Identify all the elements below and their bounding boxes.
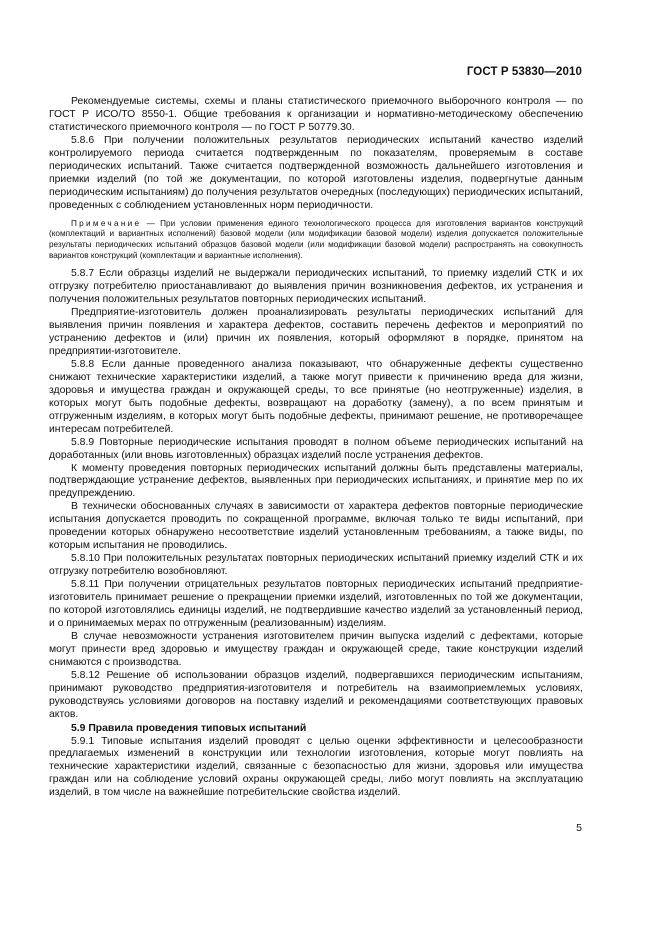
section-heading: 5.9 Правила проведения типовых испытаний — [71, 722, 307, 734]
note-label: Примечание — [71, 218, 142, 228]
paragraph: К моменту проведения повторных периодических испытаний должны быть представлены материалы, подтверждающие устранение дефектов, выявленных при периодических испытаниях, и принятие мер по их предупреждению. — [49, 462, 583, 500]
paragraph-5-8-12: 5.8.12 Решение об использовании образцов изделий, подвергавшихся периодическим испытаниям, принимают руководство предприятия-изготовителя и потребитель на взаимоприемлемых условиях, руководствуясь условиями договоров на поставку изделий и рекомендациями соответствующих правовых актов. — [49, 669, 583, 720]
note — [49, 219, 583, 263]
paragraph: В случае невозможности устранения изготовителем причин выпуска изделий с дефектами, которые могут принести вред здоровью и имуществу граждан и окружающей среде, такие конструкции изделий снимаются с производства. — [49, 630, 583, 668]
paragraph-5-8-10: 5.8.10 При положительных результатах повторных периодических испытаний приемку изделий СТК и их отгрузку потребителю возобновляют. — [49, 553, 583, 578]
paragraph-5-8-8: 5.8.8 Если данные проведенного анализа показывают, что обнаруженные дефекты существенно снижают технические характеристики изделий, а также могут привести к причинению вреда для жизни, здоровья и имущества граждан и окружающей среды, то все принятые (но неотгруженные) изделия, в которых могут быть подобные дефекты, возвращают на доработку (замену), а по всем принятым и отгруженным изделиям, в которых могут быть подобные дефекты, принимают решение, не противоречащее интересам потребителей. — [49, 358, 583, 435]
paragraph: Предприятие-изготовитель должен проанализировать результаты периодических испытаний для выявления причин появления и характера дефектов, составить перечень дефектов и мероприятий по устранению дефектов и (или) причин их появления, который оформляют в порядке, принятом на предприятии-изготовителе. — [49, 307, 583, 357]
paragraph-5-9-1: 5.9.1 Типовые испытания изделий проводят с целью оценки эффективности и целесообразности предлагаемых изменений в конструкции или технологии изготовления, которые могут повлиять на технические характеристики изделий, связанные с безопасностью для жизни, здоровья или имущества граждан или на соблюдение условий охраны окружающей среды, либо могут повлиять на эксплуатацию изделий, в том числе на важнейшие потребительские свойства изделий. — [49, 735, 583, 799]
paragraph: Рекомендуемые системы, схемы и планы статистического приемочного выборочного контроля — по ГОСТ Р ИСО/ТО 8550-1. Общие требования к организации и нормативно-методическому обеспечению статистического приемочного контроля — по ГОСТ Р 50779.30. — [49, 96, 583, 133]
paragraph-5-8-9: 5.8.9 Повторные периодические испытания проводят в полном объеме периодических испытаний на доработанных (или вновь изготовленных) образцах изделий после устранения дефектов. — [49, 436, 583, 461]
paragraph: В технически обоснованных случаях в зависимости от характера дефектов повторные периодические испытания допускается проводить по сокращенной программе, включая только те виды испытаний, при проведении которых обнаружено несоответствие изделий установленным требованиям, а также виды, по которым испытания не проводились. — [49, 501, 583, 552]
paragraph-5-8-11: 5.8.11 При получении отрицательных результатов повторных периодических испытаний предприятие-изготовитель принимает решение о прекращении приемки изделий, изготовленных по той же документации, по которой изготовлялись единицы изделий, не подтвердившие качество изделий за установленный период, и о принимаемых мерах по отгруженным (реализованным) изделиям. — [49, 579, 583, 629]
note-text: — При условии применения единого технологического процесса для изготовления вариантов конструкций (комплектаций и вариантных исполнений) базовой модели (или модификации базовой модели) изделия допускается положительные результаты периодических испытаний образцов базовой модели (или модификации базовой модели) распространять на совокупность вариантов конструкций (комплектации и вариантные исполнения). — [49, 218, 583, 261]
paragraph-5-8-7: 5.8.7 Если образцы изделий не выдержали периодических испытаний, то приемку изделий СТК и их отгрузку потребителю приостанавливают до выявления причин возникновения дефектов, их устранения и получения положительных результатов повторных периодических испытаний. — [49, 268, 583, 306]
document-body — [49, 96, 583, 800]
page-number: 5 — [576, 822, 582, 834]
document-header: ГОСТ Р 53830—2010 — [466, 66, 582, 78]
paragraph-5-8-6: 5.8.6 При получении положительных результатов периодических испытаний качество изделий контролируемого периода считается подтвержденным по показателям, проверяемым в составе периодических испытаний. Также считается подтвержденной возможность дальнейшего изготовления и приемки изделий (по той же документации, по которой изготовлены изделия, подвергнутые данным периодическим испытаниям) до получения результатов очередных (последующих) периодических испытаний, проведенных с соблюдением установленных норм периодичности. — [49, 134, 583, 211]
